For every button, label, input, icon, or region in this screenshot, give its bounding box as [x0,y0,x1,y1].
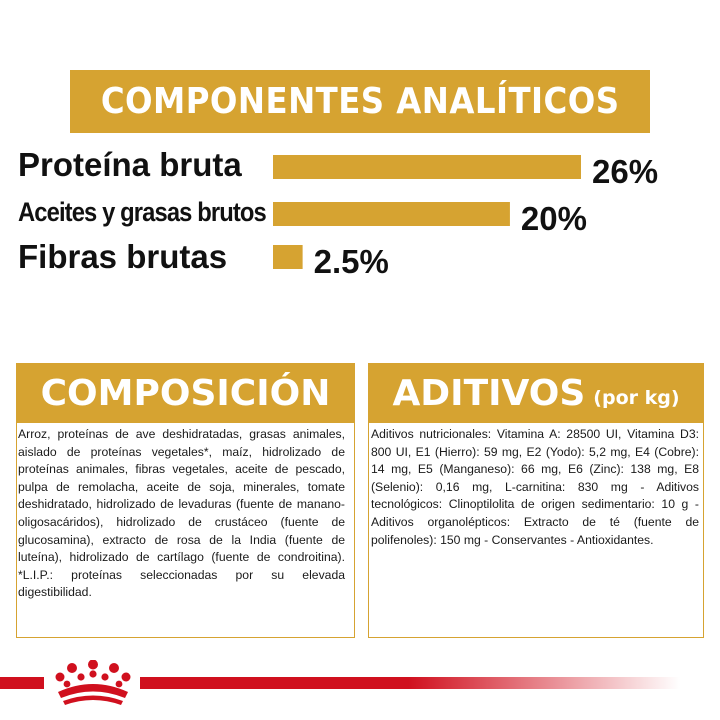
bar-fibre [273,245,303,269]
bar-protein [273,155,581,179]
bar-fats [273,202,510,226]
composition-header [16,363,355,423]
value-label-protein: 26% [592,153,659,190]
royal-canin-crown-icon [52,660,134,706]
analytical-bar-chart [0,140,720,280]
analytical-components-title: COMPONENTES ANALÍTICOS [100,81,620,122]
category-label-fibre: Fibras brutas [18,238,228,275]
additives-subtitle: (por kg) [593,387,680,409]
analytical-components-header [70,70,650,133]
additives-text: Aditivos nutricionales: Vitamina A: 28500 UI, Vitamina D3: 800 UI, E1 (Hierro): 59 mg, E2 (Yodo): 5,2 mg, E4 (Cobre): 14 mg, E5 (Manganeso): 66 mg, E6 (Zinc): 138 mg, E8 (Selenio): 0,16 mg, L-carnitina: 830 mg - Aditivos tecnológicos: Clinoptilolita de origen sedimentario: 10 g - Aditivos organolépticos: Extracto de té (fuente de polifenoles): 150 mg - Conservantes - Antioxidantes. [371,427,699,547]
value-label-fibre: 2.5% [313,243,389,280]
category-label-fats: Aceites y grasas brutos [18,197,266,227]
additives-title: ADITIVOS [392,372,586,414]
category-label-protein: Proteína bruta [18,146,242,183]
value-label-fats: 20% [520,200,587,237]
composition-title: COMPOSICIÓN [40,372,331,414]
composition-text: Arroz, proteínas de ave deshidratadas, grasas animales, aislado de proteínas vegetales*, maíz, hidrolizado de proteínas animales, fibras vegetales, aceite de pescado, pulpa de remolacha, aceite de soja, minerales, tomate deshidratado, hidrolizado de levaduras (fuente de manano-oligosacáridos), hidrolizado de crustáceo (fuente de glucosamina), extracto de rosa de la India (fuente de luteína), hidrolizado de cartílago (fuente de condroitina). *L.I.P.: proteínas seleccionadas por su elevada digestibilidad. [18,427,345,600]
additives-header [368,363,704,423]
